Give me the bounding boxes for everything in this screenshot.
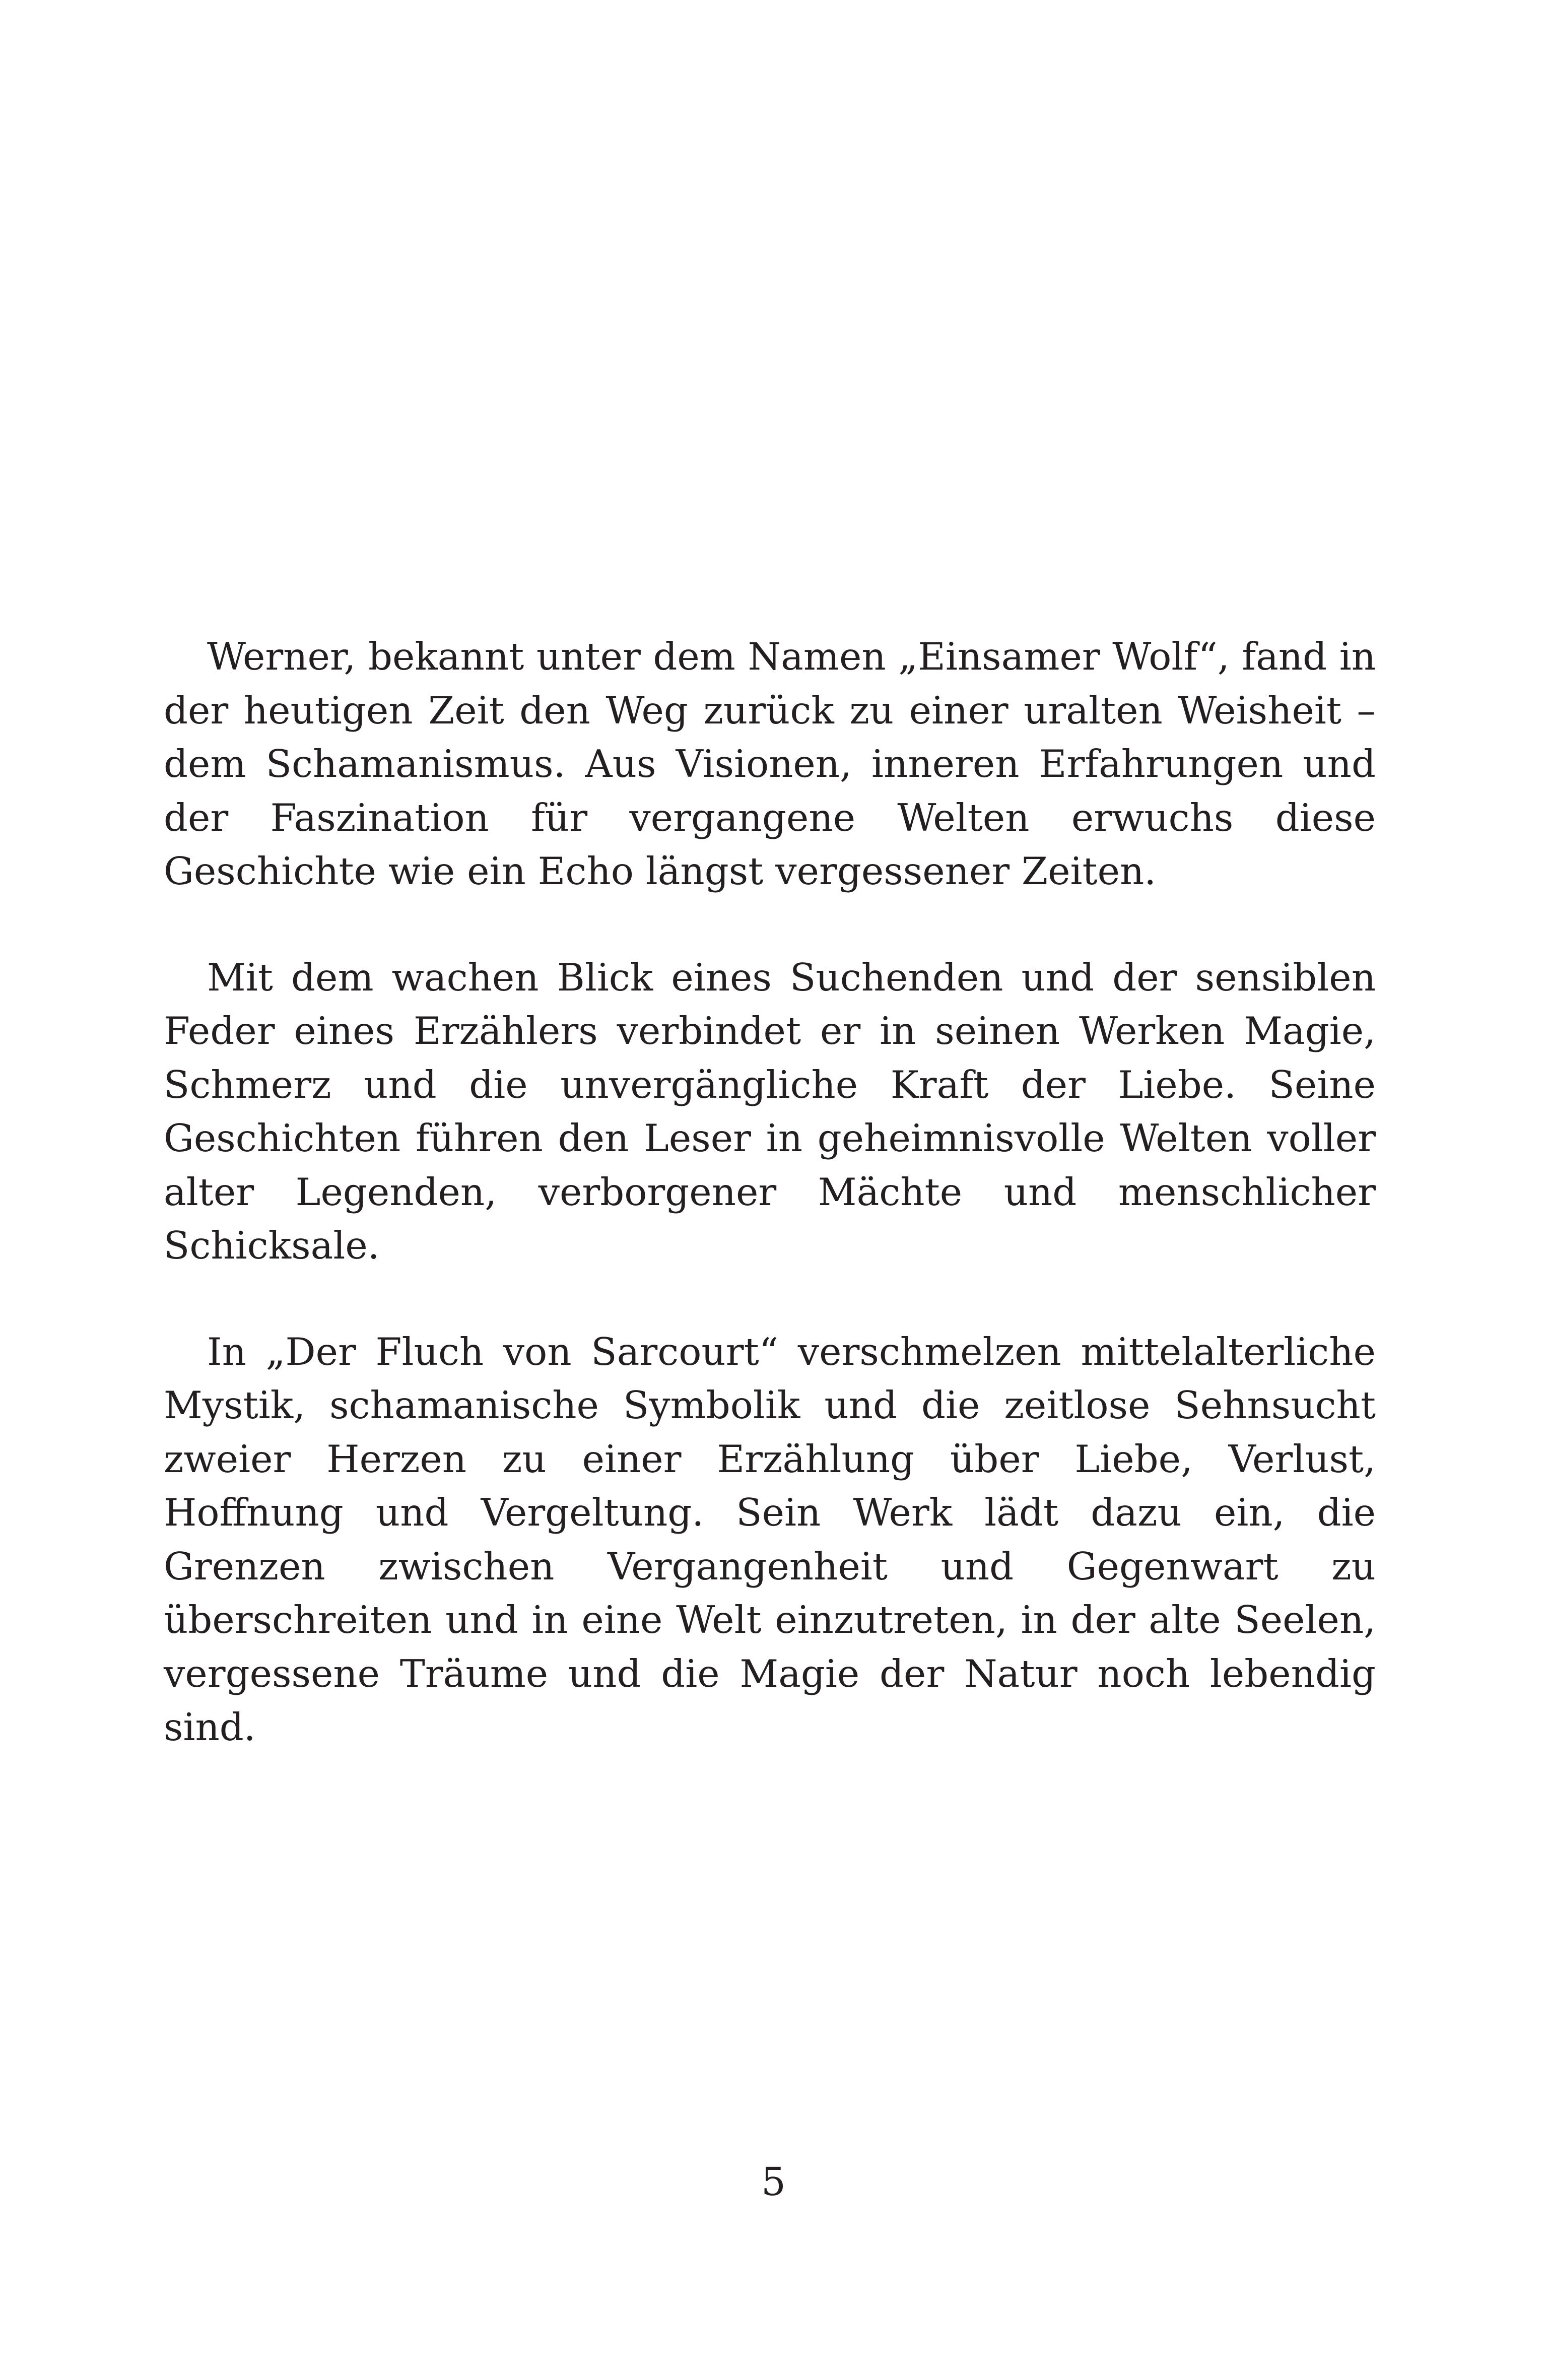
- paragraph-1: Werner, bekannt unter dem Namen „Einsamer Wolf“, fand in der heutigen Zeit den Weg zurück zu einer uralten Weisheit – dem Schamanismus. Aus Visionen, inneren Erfahrungen und der Faszination für vergangene Welten erwuchs diese Geschichte wie ein Echo längst vergessener Zeiten.: [164, 634, 1376, 893]
- body-text: [164, 630, 1376, 1754]
- paragraph-3: In „Der Fluch von Sarcourt“ verschmelzen mittelalterliche Mystik, schamanische Symbolik und die zeitlose Sehnsucht zweier Herzen zu einer Erzählung über Liebe, Verlust, Hoffnung und Vergeltung. Sein Werk lädt dazu ein, die Grenzen zwischen Vergangenheit und Gegenwart zu überschreiten und in eine Welt einzutreten, in der alte Seelen, vergessene Träume und die Magie der Natur noch lebendig sind.: [164, 1329, 1376, 1749]
- paragraph-2: Mit dem wachen Blick eines Suchenden und der sensiblen Feder eines Erzählers verbindet er in seinen Werken Magie, Schmerz und die unvergängliche Kraft der Liebe. Seine Geschichten führen den Leser in geheimnisvolle Welten voller alter Legenden, verborgener Mächte und menschlicher Schicksale.: [164, 955, 1376, 1268]
- page-number: 5: [761, 2160, 786, 2205]
